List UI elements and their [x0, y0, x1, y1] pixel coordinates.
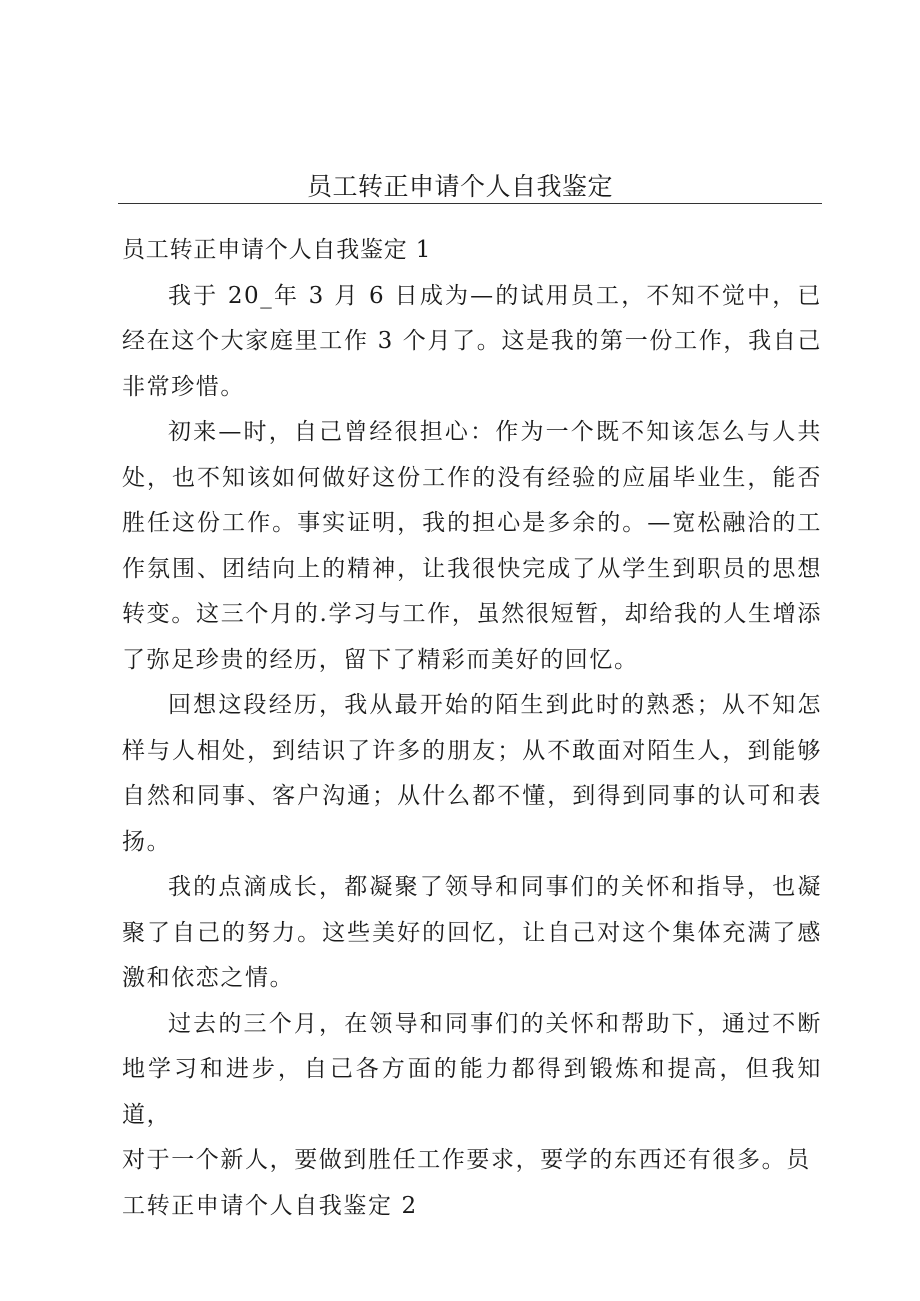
document-body [122, 228, 822, 1229]
paragraph: 我于 20_年 3 月 6 日成为—的试用员工，不知不觉中，已经在这个大家庭里工作 3 个月了。这是我的第一份工作，我自己非常珍惜。 [122, 282, 822, 400]
title-underline [118, 203, 822, 204]
paragraph: 我的点滴成长，都凝聚了领导和同事们的关怀和指导，也凝聚了自己的努力。这些美好的回忆，让自己对这个集体充满了感激和依恋之情。 [122, 874, 822, 991]
section-heading: 员工转正申请个人自我鉴定 1 [122, 237, 432, 263]
paragraph-continuation: 对于一个新人，要做到胜任工作要求，要学的东西还有很多。员工转正申请个人自我鉴定 2 [122, 1147, 811, 1219]
document-title: 员工转正申请个人自我鉴定 [306, 172, 613, 201]
paragraph: 回想这段经历，我从最开始的陌生到此时的熟悉；从不知怎样与人相处，到结识了许多的朋友；从不敢面对陌生人，到能够自然和同事、客户沟通；从什么都不懂，到得到同事的认可和表扬。 [122, 692, 822, 855]
paragraph: 过去的三个月，在领导和同事们的关怀和帮助下，通过不断地学习和进步，自己各方面的能力都得到锻炼和提高，但我知道， [122, 1010, 822, 1128]
paragraph: 初来—时，自己曾经很担心：作为一个既不知该怎么与人共处，也不知该如何做好这份工作的没有经验的应届毕业生，能否胜任这份工作。事实证明，我的担心是多余的。—宽松融洽的工作氛围、团结向上的精神，让我很快完成了从学生到职员的思想转变。这三个月的.学习与工作，虽然很短暂，却给我的人生增添了弥足珍贵的经历，留下了精彩而美好的回忆。 [122, 419, 822, 673]
